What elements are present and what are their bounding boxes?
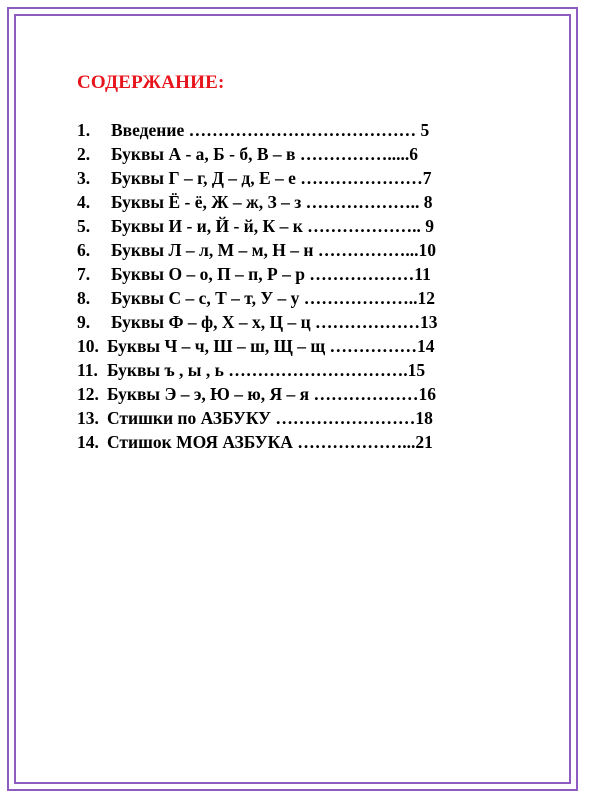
toc-item-11 — [77, 358, 438, 382]
toc-item-number: 9. — [77, 312, 91, 332]
toc-item-text: Буквы А - а, Б - б, В – в …………….....6 — [111, 144, 418, 164]
toc-item-12 — [77, 382, 438, 406]
toc-item-text: Стишок МОЯ АЗБУКА ………………...21 — [107, 432, 433, 452]
toc-item-2 — [77, 142, 438, 166]
toc-item-text: Буквы Ё - ё, Ж – ж, З – з ……………….. 8 — [111, 192, 433, 212]
toc-item-text: Введение ………………………………… 5 — [111, 120, 430, 140]
toc-item-number: 8. — [77, 288, 91, 308]
toc-item-number: 10. — [77, 336, 99, 356]
toc-item-number: 4. — [77, 192, 91, 212]
toc-item-text: Буквы О – о, П – п, Р – р ………………11 — [111, 264, 431, 284]
toc-item-6 — [77, 238, 438, 262]
toc-item-number: 11. — [77, 360, 98, 380]
toc-item-number: 3. — [77, 168, 91, 188]
toc-item-number: 13. — [77, 408, 99, 428]
table-of-contents — [77, 118, 438, 454]
toc-item-text: Буквы Э – э, Ю – ю, Я – я ………………16 — [107, 384, 436, 404]
toc-item-7 — [77, 262, 438, 286]
toc-item-3 — [77, 166, 438, 190]
toc-item-5 — [77, 214, 438, 238]
toc-item-number: 6. — [77, 240, 91, 260]
toc-item-text: Буквы ъ , ы , ь ………………………….15 — [107, 360, 426, 380]
toc-item-number: 14. — [77, 432, 99, 452]
toc-item-1 — [77, 118, 438, 142]
toc-item-number: 12. — [77, 384, 99, 404]
toc-item-10 — [77, 334, 438, 358]
toc-item-9 — [77, 310, 438, 334]
toc-item-number: 1. — [77, 120, 91, 140]
toc-item-13 — [77, 406, 438, 430]
toc-item-number: 7. — [77, 264, 91, 284]
toc-item-text: Буквы С – с, Т – т, У – у ………………..12 — [111, 288, 436, 308]
toc-item-text: Стишки по АЗБУКУ ……………………18 — [107, 408, 433, 428]
toc-item-text: Буквы Ф – ф, Х – х, Ц – ц ………………13 — [111, 312, 438, 332]
toc-item-4 — [77, 190, 438, 214]
toc-item-text: Буквы Г – г, Д – д, Е – е …………………7 — [111, 168, 432, 188]
toc-item-number: 5. — [77, 216, 91, 236]
toc-item-number: 2. — [77, 144, 91, 164]
toc-item-text: Буквы Ч – ч, Ш – ш, Щ – щ ……………14 — [107, 336, 435, 356]
toc-item-text: Буквы И - и, Й - й, К – к ……………….. 9 — [111, 216, 435, 236]
toc-item-text: Буквы Л – л, М – м, Н – н ……………...10 — [111, 240, 436, 260]
toc-item-8 — [77, 286, 438, 310]
toc-item-14 — [77, 430, 438, 454]
contents-title: СОДЕРЖАНИЕ: — [77, 72, 225, 93]
